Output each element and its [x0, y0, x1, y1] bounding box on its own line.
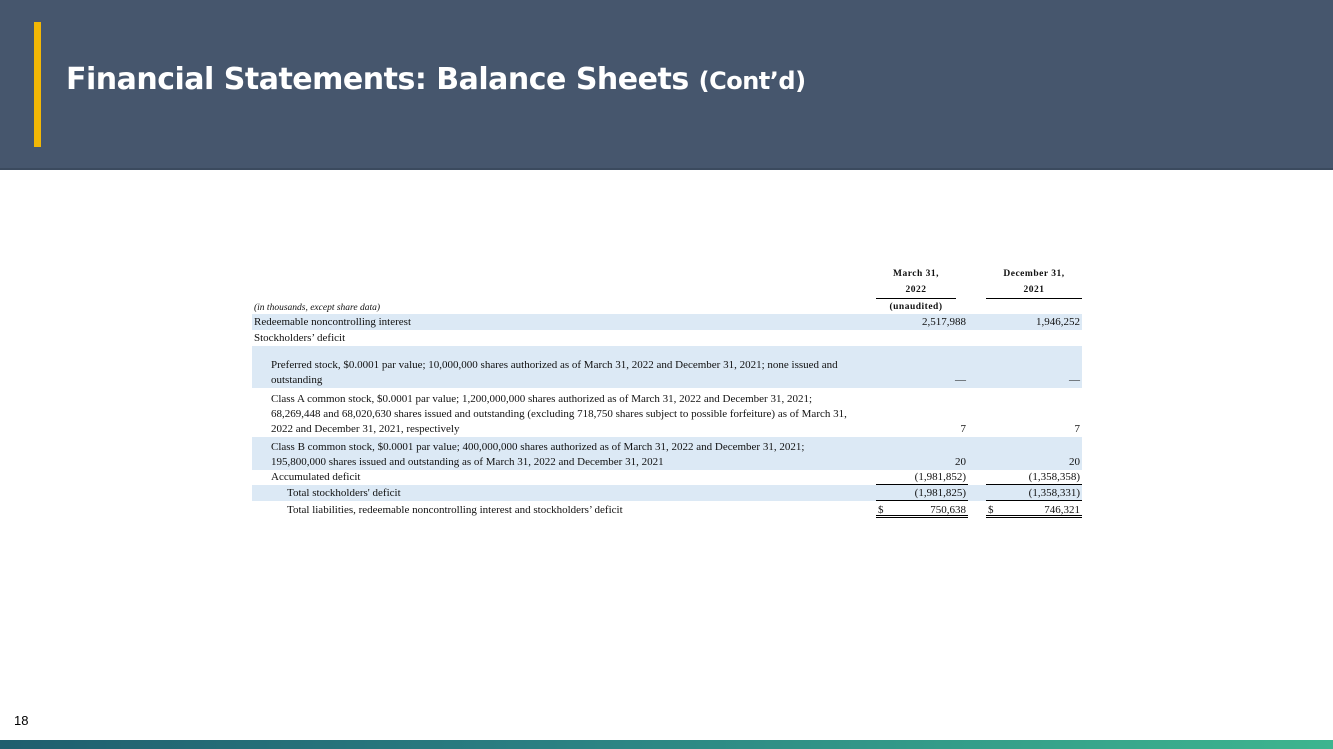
unaudited-note: (unaudited) — [889, 302, 943, 312]
column-header-march-line1: March 31, — [892, 269, 939, 279]
column-header-march — [876, 266, 956, 299]
row-value-march: — — [955, 374, 966, 386]
column-header-december — [986, 266, 1082, 299]
currency-symbol: $ — [988, 504, 994, 516]
row-label: Total liabilities, redeemable noncontrolling interest and stockholders’ deficit — [287, 504, 623, 516]
row-value-december: (1,358,358) — [986, 470, 1082, 485]
row-value-december: 20 — [1069, 456, 1080, 468]
row-label: Class B common stock, $0.0001 par value; 400,000,000 shares authorized as of March 31, 2022 and December 31, 2021; 195,800,000 shares issued and outstanding as of March 31, 2022 and December 31, 2021 — [271, 441, 805, 468]
table-row — [252, 346, 1082, 388]
row-value-december: — — [1069, 374, 1080, 386]
row-value-march: 2,517,988 — [922, 316, 966, 328]
row-value-december: 1,946,252 — [1036, 316, 1080, 328]
row-value-march: 20 — [955, 456, 966, 468]
table-row — [252, 470, 1082, 485]
row-value-december-amount: 746,321 — [1044, 504, 1080, 516]
table-row — [252, 330, 1082, 346]
slide-title-suffix: (Cont’d) — [698, 67, 806, 95]
footer-gradient-bar — [0, 740, 1333, 749]
accent-bar — [34, 22, 41, 147]
row-value-march — [876, 503, 968, 518]
row-value-march: (1,981,825) — [876, 486, 968, 501]
table-row — [252, 314, 1082, 330]
units-note: (in thousands, except share data) — [254, 303, 381, 313]
currency-symbol: $ — [878, 504, 884, 516]
row-label: Stockholders’ deficit — [254, 332, 346, 344]
row-label: Preferred stock, $0.0001 par value; 10,000,000 shares authorized as of March 31, 2022 and December 31, 2021; none issued and outstanding — [271, 359, 838, 386]
row-value-december: 7 — [1074, 423, 1080, 435]
table-row — [252, 388, 1082, 437]
row-label: Total stockholders' deficit — [287, 487, 401, 499]
column-header-december-line1: December 31, — [1003, 269, 1065, 279]
row-value-december — [986, 503, 1082, 518]
balance-sheet-table — [252, 266, 1082, 518]
row-label: Class A common stock, $0.0001 par value; 1,200,000,000 shares authorized as of March 31, 2022 and December 31, 2021; 68,269,448 and 68,020,630 shares issued and outstanding (excluding 718,750 shares subject to possible forfeiture) as of March 31, 2022 and December 31, 2021, respectively — [271, 393, 847, 435]
row-label: Redeemable noncontrolling interest — [254, 316, 412, 328]
slide-header — [0, 0, 1333, 170]
column-header-december-line2: 2021 — [986, 282, 1082, 299]
row-label: Accumulated deficit — [271, 471, 361, 483]
table-row — [252, 501, 1082, 518]
table-row — [252, 485, 1082, 501]
slide-title — [66, 62, 806, 97]
row-value-march: (1,981,852) — [876, 470, 968, 485]
column-header-march-line2: 2022 — [876, 282, 956, 299]
row-value-march: 7 — [960, 423, 966, 435]
page-number: 18 — [14, 713, 29, 728]
row-value-march-amount: 750,638 — [930, 504, 966, 516]
slide-title-main: Financial Statements: Balance Sheets — [66, 62, 689, 97]
table-row — [252, 437, 1082, 470]
column-header-row — [252, 266, 1082, 314]
row-value-december: (1,358,331) — [986, 486, 1082, 501]
